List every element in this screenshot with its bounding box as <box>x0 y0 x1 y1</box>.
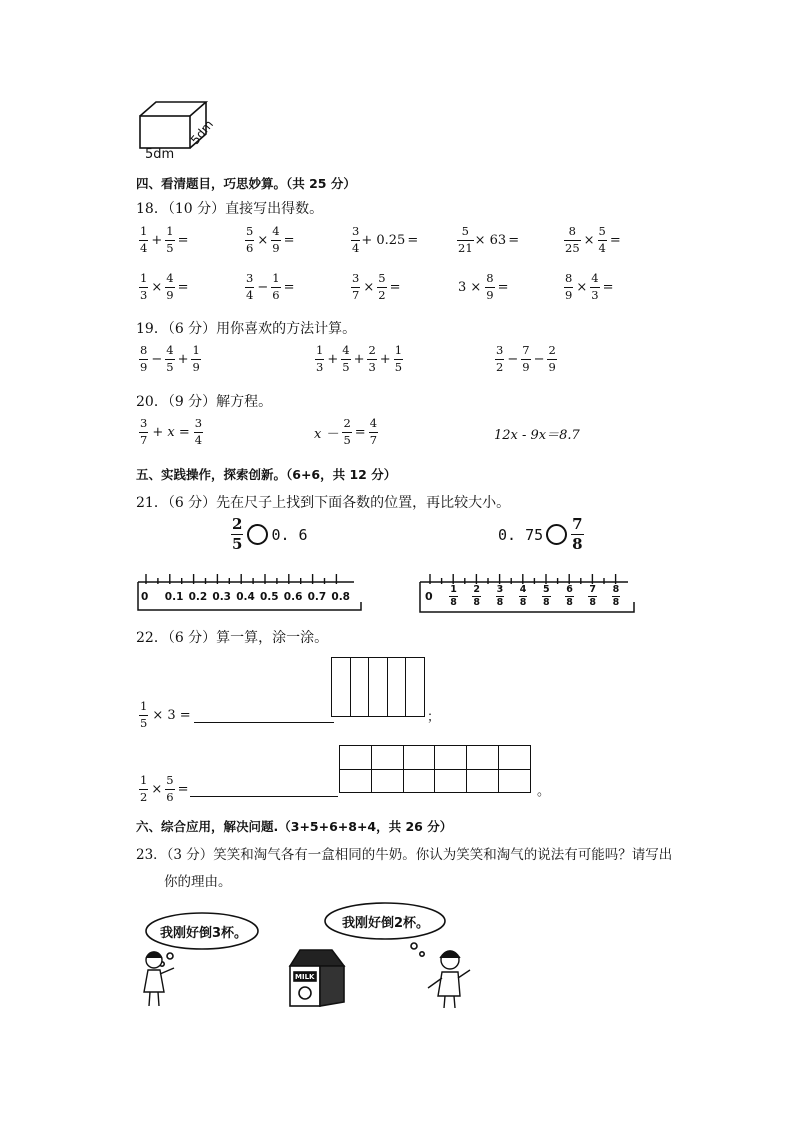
q21-compare-left: $\frac{2}{5}$ 0. 6 <box>232 515 308 553</box>
q23-line-2: 你的理由。 <box>164 874 232 890</box>
ruler2-label: 6 8 <box>566 584 573 608</box>
ruler1-label: 0.4 <box>236 591 255 603</box>
q20-equation-3: 12x - 9x＝8.7 <box>494 428 580 443</box>
q22-separator-2: 。 <box>537 784 551 799</box>
q20-equation-1: $\frac{3}{7}$ + x = $\frac{3}{4}$ <box>140 416 203 447</box>
ruler2-label: 8 8 <box>612 584 620 608</box>
q18-expr-a5: $\frac{8}{25}$ × $\frac{5}{4}$ = <box>565 224 621 255</box>
q18-expr-b5: $\frac{8}{9}$ × $\frac{4}{3}$ = <box>565 271 614 302</box>
ruler2-label: 2 8 <box>473 584 481 608</box>
q20-title: 20．（9 分）解方程。 <box>136 394 273 410</box>
ruler1-label: 0.1 <box>164 591 184 603</box>
q18-title: 18．（10 分）直接写出得数。 <box>136 201 324 217</box>
q19-expr-3: $\frac{3}{2}$ − $\frac{7}{9}$ − $\frac{2}{9}$ <box>496 343 556 374</box>
compare-circle[interactable] <box>546 524 567 545</box>
ruler1-label: 0.5 <box>260 591 279 603</box>
ruler1-label: 0 <box>141 591 149 603</box>
q18-expr-a2: $\frac{5}{6}$ × $\frac{4}{9}$ = <box>246 224 295 255</box>
section-5-heading: 五、实践操作，探索创新。（6+6，共 12 分） <box>136 467 397 482</box>
q22-grid-1[interactable] <box>331 657 425 717</box>
boy-figure <box>428 951 470 1008</box>
q18-expr-b2: $\frac{3}{4}$ − $\frac{1}{6}$ = <box>246 271 295 302</box>
milk-carton-label: MILK <box>295 973 315 981</box>
q18-expr-b4: 3 × $\frac{8}{9}$ = <box>458 271 509 302</box>
ruler2-label: 5 8 <box>543 584 550 608</box>
q22-expr-2: $\frac{1}{2}$ × $\frac{5}{6}$ = <box>138 775 338 803</box>
compare-circle[interactable] <box>247 524 268 545</box>
answer-blank[interactable] <box>190 782 338 797</box>
section-4-heading: 四、看清题目，巧思妙算。（共 25 分） <box>136 176 356 191</box>
q18-expr-a3: $\frac{3}{4}$ + 0.25 = <box>352 224 419 255</box>
q23-illustration <box>132 898 482 1013</box>
q21-compare-right: 0. 75 $\frac{7}{8}$ <box>498 515 583 553</box>
ruler1-label: 0.3 <box>212 591 231 603</box>
q18-expr-b1: $\frac{1}{3}$ × $\frac{4}{9}$ = <box>140 271 189 302</box>
girl-figure <box>144 952 174 1006</box>
section-6-heading: 六、综合应用，解决问题.（3+5+6+8+4，共 26 分） <box>136 819 453 834</box>
q18-expr-a1: $\frac{1}{4}$ + $\frac{1}{5}$ = <box>140 224 189 255</box>
ruler1-label: 0.6 <box>283 591 303 603</box>
q22-separator-1: ； <box>427 710 441 725</box>
figure-label-bottom: 5dm <box>145 147 175 162</box>
speech-bubble-right: 我刚好倒2杯。 <box>342 916 430 931</box>
ruler2-label: 1 8 <box>450 584 457 608</box>
ruler1-label: 0.2 <box>188 591 208 603</box>
ruler2-label: 4 8 <box>519 584 527 608</box>
q22-title: 22．（6 分）算一算，涂一涂。 <box>136 630 329 646</box>
q22-expr-1: $\frac{1}{5}$ × 3 = <box>138 701 334 729</box>
answer-blank[interactable] <box>194 708 334 723</box>
ruler2-label: 3 8 <box>496 584 504 608</box>
ruler2-label: 7 8 <box>589 584 597 608</box>
speech-bubble-left: 我刚好倒3杯。 <box>160 926 248 941</box>
q18-expr-a4: $\frac{5}{21}$ × 63 = <box>458 224 520 255</box>
q18-expr-b3: $\frac{3}{7}$ × $\frac{5}{2}$ = <box>352 271 401 302</box>
ruler1-label: 0.7 <box>307 591 327 603</box>
ruler1-label: 0.8 <box>331 591 350 603</box>
q22-grid-2[interactable] <box>339 745 531 793</box>
q23-line-1: 23．（3 分）笑笑和淘气各有一盒相同的牛奶。你认为笑笑和淘气的说法有可能吗？请写出 <box>136 847 673 863</box>
q20-equation-2: x － $\frac{2}{5}$ = $\frac{4}{7}$ <box>314 416 378 447</box>
q19-expr-1: $\frac{8}{9}$ − $\frac{4}{5}$ + $\frac{1}{9}$ <box>140 343 200 374</box>
q19-expr-2: $\frac{1}{3}$ + $\frac{4}{5}$ + $\frac{2}{3}$ + $\frac{1}{5}$ <box>316 343 403 374</box>
figure-label-side: 5dm <box>188 117 217 147</box>
q19-title: 19．（6 分）用你喜欢的方法计算。 <box>136 321 357 337</box>
ruler2-label-zero: 0 <box>425 590 433 603</box>
q21-title: 21．（6 分）先在尺子上找到下面各数的位置，再比较大小。 <box>136 495 511 511</box>
